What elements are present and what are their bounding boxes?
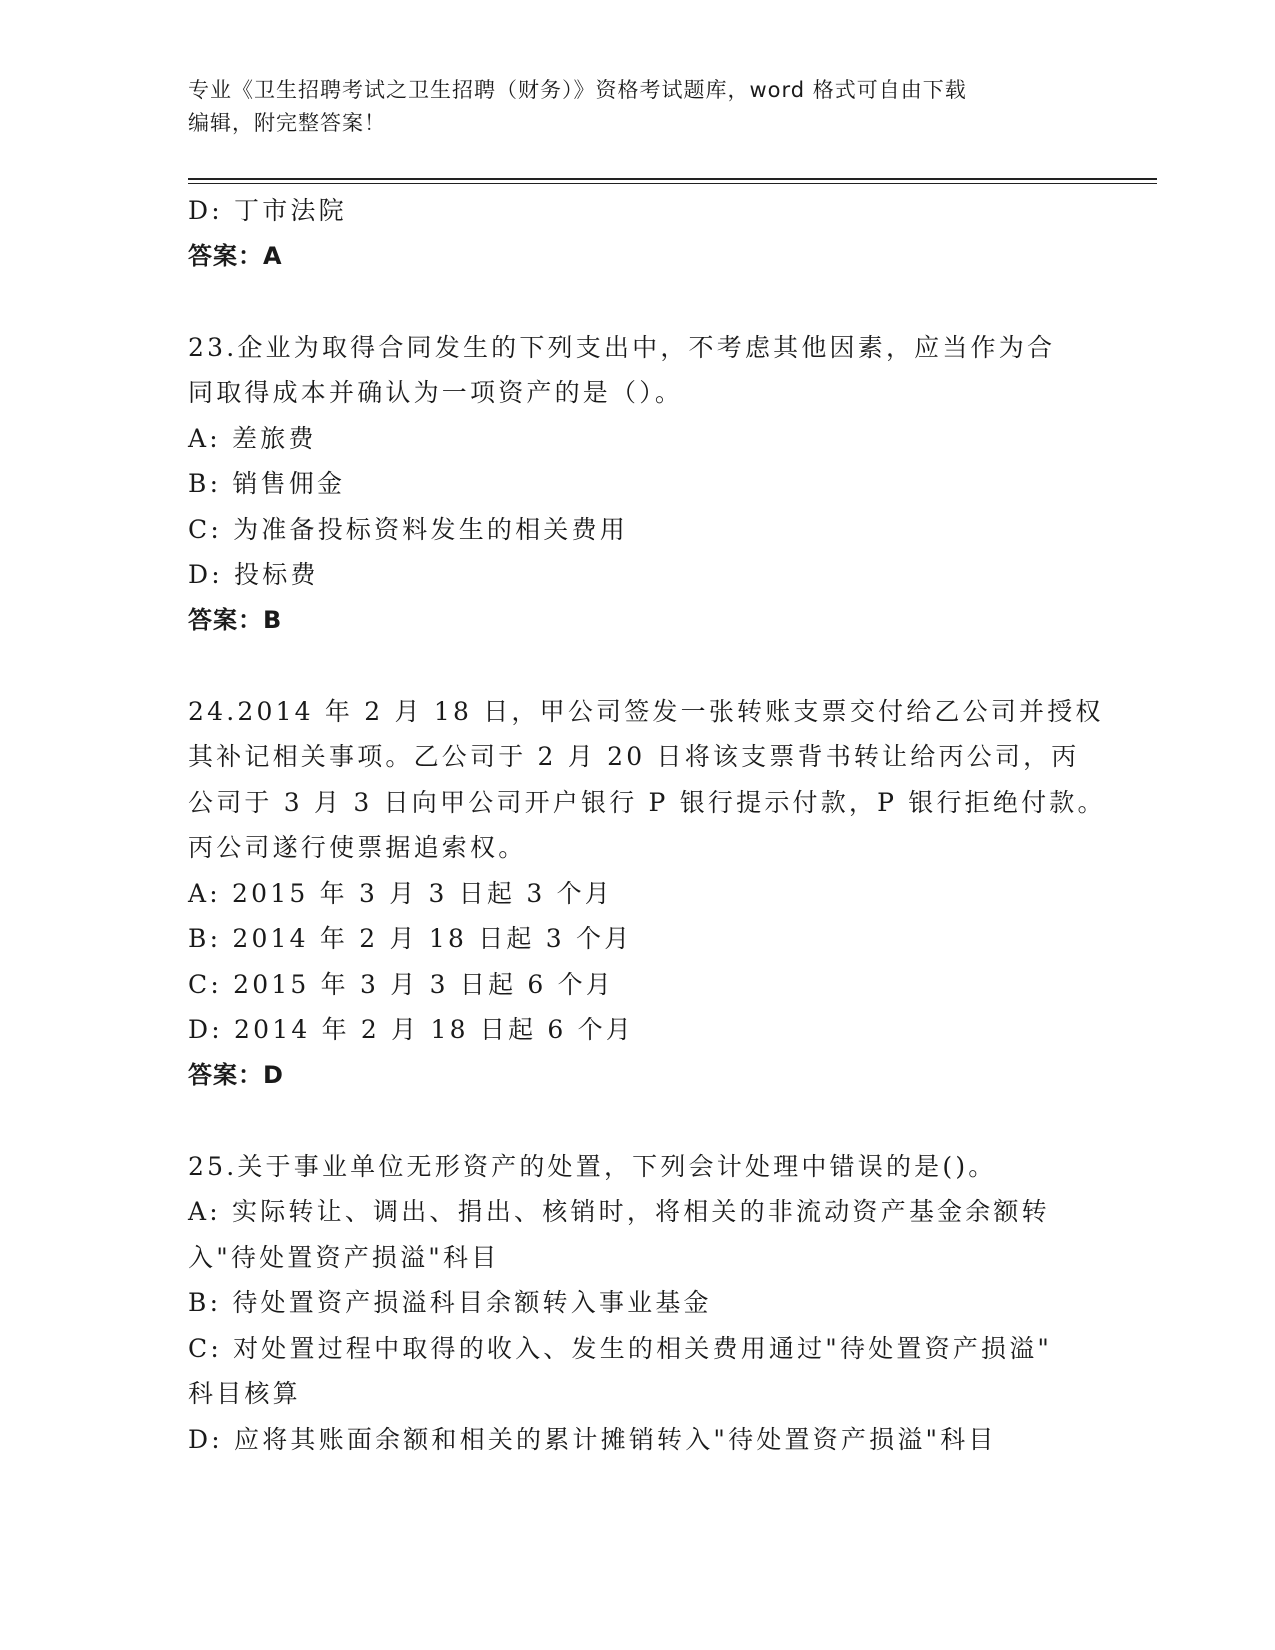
- option-b: B: 2014 年 2 月 18 日起 3 个月: [188, 924, 633, 953]
- option-a-continued: 入"待处置资产损溢"科目: [188, 1242, 500, 1272]
- option-c: C: 为准备投标资料发生的相关费用: [188, 514, 628, 544]
- option-d: D: 丁市法院: [188, 196, 347, 225]
- option-a: A: 实际转让、调出、捐出、核销时，将相关的非流动资产基金余额转: [188, 1197, 1050, 1226]
- answer: 答案：B: [188, 605, 283, 634]
- option-b: B: 待处置资产损溢科目余额转入事业基金: [188, 1288, 712, 1317]
- question-23: [188, 325, 1088, 644]
- question-stem: 24.2014 年 2 月 18 日，甲公司签发一张转账支票交付给乙公司并授权: [188, 696, 1104, 726]
- option-c: C: 对处置过程中取得的收入、发生的相关费用通过"待处置资产损溢": [188, 1333, 1053, 1363]
- question-stem: 其补记相关事项。乙公司于 2 月 20 日将该支票背书转让给丙公司，丙: [188, 742, 1080, 771]
- option-c-continued: 科目核算: [188, 1379, 301, 1408]
- header-line: 专业《卫生招聘考试之卫生招聘（财务）》资格考试题库，word 格式可自由下载: [188, 78, 967, 102]
- option-a: A: 差旅费: [188, 423, 317, 453]
- option-b: B: 销售佣金: [188, 469, 346, 498]
- spacer: [188, 279, 1088, 325]
- answer: 答案：A: [188, 241, 283, 270]
- answer: 答案：D: [188, 1060, 284, 1089]
- question-stem: 23.企业为取得合同发生的下列支出中，不考虑其他因素，应当作为合: [188, 332, 1056, 362]
- spacer: [188, 643, 1088, 689]
- option-c: C: 2015 年 3 月 3 日起 6 个月: [188, 969, 615, 999]
- option-a: A: 2015 年 3 月 3 日起 3 个月: [188, 878, 613, 908]
- question-24: [188, 689, 1106, 1099]
- question-25: [188, 1144, 1088, 1463]
- question-stem: 丙公司遂行使票据追索权。: [188, 833, 527, 862]
- header-line: 编辑，附完整答案！: [188, 111, 386, 135]
- question-stem: 25.关于事业单位无形资产的处置，下列会计处理中错误的是()。: [188, 1151, 997, 1181]
- option-d: D: 2014 年 2 月 18 日起 6 个月: [188, 1015, 635, 1044]
- header-divider-thin: [188, 183, 1157, 184]
- option-d: D: 投标费: [188, 560, 319, 589]
- question-content: [188, 188, 1106, 1462]
- header-divider: [188, 178, 1157, 180]
- spacer: [188, 1098, 1088, 1144]
- option-d: D: 应将其账面余额和相关的累计摊销转入"待处置资产损溢"科目: [188, 1424, 997, 1454]
- question-stem: 公司于 3 月 3 日向甲公司开户银行 P 银行提示付款，P 银行拒绝付款。: [188, 787, 1106, 817]
- page-header: [188, 74, 1088, 140]
- question-stem: 同取得成本并确认为一项资产的是（）。: [188, 378, 684, 407]
